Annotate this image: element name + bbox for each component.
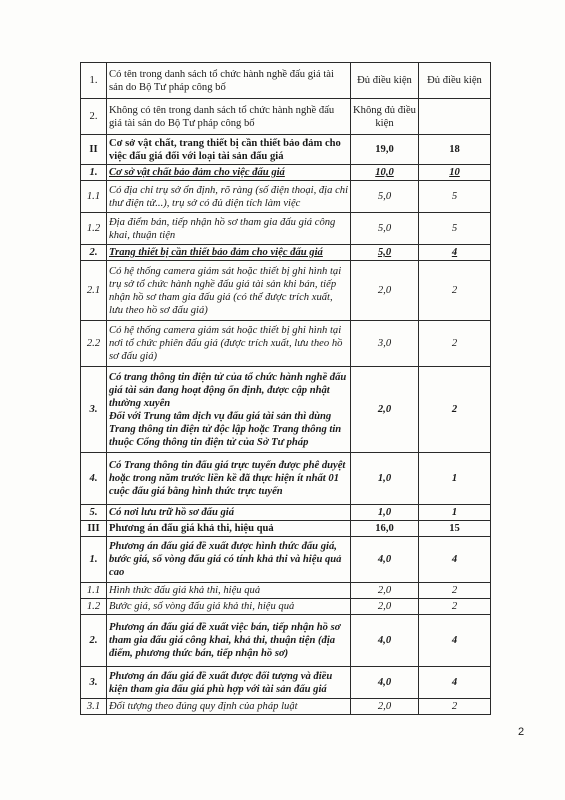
awarded-score-text: 15 [449,523,460,534]
awarded-score-text: 10 [449,167,460,178]
awarded-score [419,521,491,537]
awarded-score [419,261,491,321]
max-score [351,583,419,599]
row-description-text: Phương án đấu giá đề xuất việc bán, tiếp nhận hồ sơ tham gia đấu giá công khai, khả thi, thuận tiện (địa điểm, phương thức bán, tiếp nhận hồ sơ) [109,622,341,659]
row-number-text: 1. [89,167,98,178]
criteria-table-body [81,63,491,715]
max-score-text: Không đủ điều kiện [353,104,416,129]
awarded-score [419,667,491,699]
table-row [81,699,491,715]
awarded-score-text: 1 [451,473,458,484]
row-description [107,667,351,699]
table-row [81,537,491,583]
row-description [107,165,351,181]
max-score-text: 1,0 [377,507,392,518]
awarded-score-text: 5 [451,223,458,234]
row-number-text: 1.2 [86,223,101,234]
awarded-score-text: 4 [451,554,458,565]
max-score [351,667,419,699]
row-number-text: 4. [89,473,98,484]
row-description-text: Bước giá, số vòng đấu giá khả thi, hiệu quả [109,601,295,612]
max-score [351,135,419,165]
table-row [81,213,491,245]
table-row [81,261,491,321]
max-score [351,537,419,583]
max-score [351,321,419,367]
row-description [107,181,351,213]
max-score-text: 5,0 [377,223,392,234]
max-score-text: 4,0 [377,677,392,688]
row-description-text: Phương án đấu giá đề xuất được đối tượng và điều kiện tham gia đấu giá phù hợp với tài sản đấu giá [109,670,333,695]
row-number-text: 2.2 [86,338,101,349]
row-description-text: Cơ sở vật chất, trang thiết bị cần thiết bảo đảm cho việc đấu giá đối với loại tài sản đấu giá [109,137,341,162]
row-description [107,99,351,135]
row-description-text: Phương án đấu giá khả thi, hiệu quả [109,523,274,534]
max-score-text: 10,0 [375,167,394,178]
max-score-text: 4,0 [377,554,392,565]
row-description [107,583,351,599]
awarded-score [419,165,491,181]
row-number [81,135,107,165]
row-description-text: Có tên trong danh sách tổ chức hành nghề đấu giá tài sản do Bộ Tư pháp công bố [109,68,334,93]
row-number-text: 1.2 [86,601,101,612]
max-score-text: 19,0 [375,144,394,155]
awarded-score-text: 18 [449,144,460,155]
max-score-text: 2,0 [377,601,392,612]
table-row [81,165,491,181]
table-row [81,521,491,537]
max-score [351,213,419,245]
row-number-text: 1. [89,75,98,86]
row-description-text: Không có tên trong danh sách tổ chức hành nghề đấu giá tài sản do Bộ Tư pháp công bố [109,104,335,129]
table-row [81,615,491,667]
row-description-text: Có Trang thông tin đấu giá trực tuyến được phê duyệt hoặc trong năm trước liền kề đã thực hiện ít nhất 01 cuộc đấu giá bằng hình thức trực tuyến [109,460,346,497]
awarded-score-text: 2 [451,585,458,596]
row-number [81,505,107,521]
row-description-text: Hình thức đấu giá khả thi, hiệu quả [109,585,261,596]
row-number [81,599,107,615]
row-description-text: Có hệ thống camera giám sát hoặc thiết bị ghi hình tại nơi tổ chức phiên đấu giá (được trích xuất, lưu theo hồ sơ đấu giá) [109,325,343,362]
row-description [107,537,351,583]
row-description-text: Địa điểm bán, tiếp nhận hồ sơ tham gia đấu giá công khai, thuận tiện [109,216,336,241]
row-number-text: II [89,144,98,155]
row-description [107,321,351,367]
row-number [81,367,107,453]
awarded-score [419,615,491,667]
row-description [107,261,351,321]
row-description [107,63,351,99]
max-score-text: 4,0 [377,635,392,646]
row-description [107,505,351,521]
table-row [81,181,491,213]
max-score [351,261,419,321]
row-number [81,213,107,245]
table-row [81,583,491,599]
max-score-text: 2,0 [377,585,392,596]
awarded-score [419,213,491,245]
row-number [81,181,107,213]
max-score [351,521,419,537]
row-number-text: 5. [89,507,98,518]
max-score-text: 1,0 [377,473,392,484]
table-row [81,367,491,453]
table-row [81,99,491,135]
table-row [81,505,491,521]
max-score [351,615,419,667]
row-number [81,321,107,367]
awarded-score [419,453,491,505]
max-score [351,165,419,181]
row-description-text: Đối tượng theo đúng quy định của pháp luật [109,701,298,712]
criteria-table [80,62,491,715]
row-number [81,245,107,261]
table-row [81,453,491,505]
max-score-text: 5,0 [377,247,392,258]
awarded-score [419,245,491,261]
awarded-score [419,367,491,453]
row-number-text: 2. [89,635,98,646]
row-description-text: Trang thiết bị cần thiết bảo đảm cho việc đấu giá [109,247,323,258]
row-number [81,165,107,181]
row-number-text: III [87,523,100,534]
max-score-text: 2,0 [377,285,392,296]
awarded-score [419,135,491,165]
awarded-score-text: Đủ điều kiện [427,75,482,86]
row-description [107,615,351,667]
awarded-score [419,63,491,99]
max-score-text: Đủ điều kiện [357,75,412,86]
awarded-score-text: 4 [451,635,458,646]
row-number-text: 3. [89,404,98,415]
row-number [81,583,107,599]
max-score [351,505,419,521]
row-number [81,615,107,667]
row-number-text: 2.1 [86,285,101,296]
row-description [107,521,351,537]
max-score [351,63,419,99]
max-score-text: 2,0 [377,404,392,415]
row-description [107,367,351,453]
row-number-text: 1.1 [86,191,101,202]
max-score [351,699,419,715]
row-number-text: 3.1 [86,701,101,712]
awarded-score-text: 2 [451,701,458,712]
max-score [351,367,419,453]
max-score-text: 3,0 [377,338,392,349]
row-number [81,99,107,135]
awarded-score [419,699,491,715]
max-score-text: 2,0 [377,701,392,712]
awarded-score-text: 5 [451,191,458,202]
row-number [81,537,107,583]
row-number-text: 3. [89,677,98,688]
row-description-text: Có địa chỉ trụ sở ổn định, rõ ràng (số điện thoại, địa chỉ thư điện tử...), trụ sở có đủ diện tích làm việc [109,184,349,209]
max-score [351,245,419,261]
row-description [107,699,351,715]
row-number [81,521,107,537]
row-description-text: Có hệ thống camera giám sát hoặc thiết bị ghi hình tại trụ sở tổ chức hành nghề đấu giá tài sản khi bán, tiếp nhận hồ sơ tham gia đấu giá (có thể được trích xuất, lưu theo hồ sơ đấu giá) [109,265,342,316]
table-row [81,321,491,367]
awarded-score-text: 4 [451,677,458,688]
page-number: 2 [518,726,525,738]
row-description [107,245,351,261]
row-number [81,699,107,715]
row-description [107,599,351,615]
awarded-score [419,99,491,135]
row-description-text: Cơ sở vật chất bảo đảm cho việc đấu giá [109,167,285,178]
row-description-text: Phương án đấu giá đề xuất được hình thức đấu giá, bước giá, số vòng đấu giá có tính khả thi và hiệu quả cao [109,541,342,578]
max-score [351,599,419,615]
row-description [107,453,351,505]
awarded-score-text: 2 [451,285,458,296]
row-number-text: 1. [89,554,98,565]
awarded-score [419,599,491,615]
table-row [81,245,491,261]
row-description [107,213,351,245]
max-score [351,181,419,213]
max-score [351,453,419,505]
table-row [81,599,491,615]
max-score-text: 5,0 [377,191,392,202]
row-number [81,453,107,505]
row-description-text: Có trang thông tin điện tử của tổ chức hành nghề đấu giá tài sản đang hoạt động ổn định, được cập nhật thường xuyên Đối với Trung tâm dịch vụ đấu giá tài sản thì dùng Trang thông tin điện tử độc lập hoặc Trang thông tin thuộc Cổng thông tin điện tử của Sở Tư pháp [109,371,347,448]
table-row [81,63,491,99]
row-description [107,135,351,165]
row-number [81,63,107,99]
awarded-score [419,505,491,521]
awarded-score-text: 4 [451,247,458,258]
awarded-score-text: 2 [451,404,458,415]
awarded-score [419,583,491,599]
max-score [351,99,419,135]
awarded-score-text: 2 [451,338,458,349]
awarded-score-text: 1 [451,507,458,518]
row-number [81,261,107,321]
awarded-score [419,321,491,367]
table-row [81,667,491,699]
table-row [81,135,491,165]
row-number [81,667,107,699]
row-number-text: 2. [89,247,98,258]
awarded-score-text: 2 [451,601,458,612]
row-number-text: 1.1 [86,585,101,596]
awarded-score [419,181,491,213]
max-score-text: 16,0 [375,523,394,534]
awarded-score [419,537,491,583]
row-number-text: 2. [89,111,98,122]
row-description-text: Có nơi lưu trữ hồ sơ đấu giá [109,507,235,518]
